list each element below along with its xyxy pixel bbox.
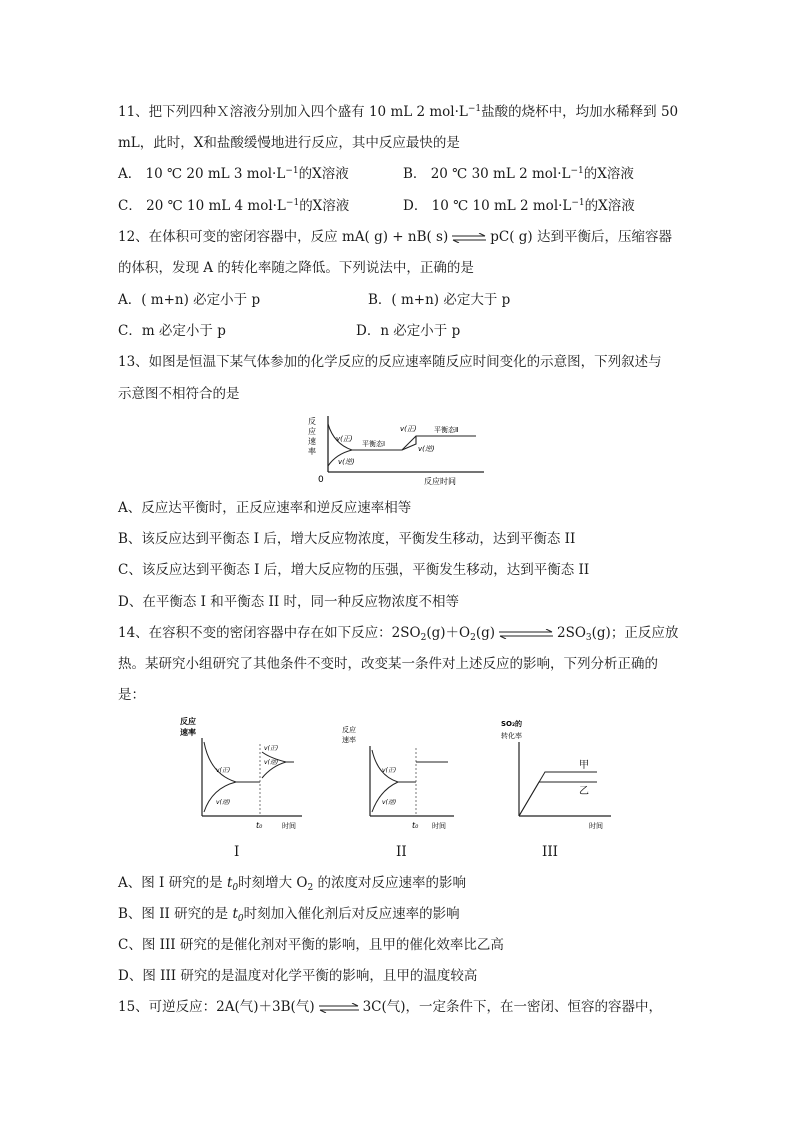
q11-stem-part: 盐酸的烧杯中，均加水稀释到 50	[481, 104, 679, 120]
q11-a-text: 的X溶液	[298, 166, 349, 182]
q12-option-c[interactable]: C．m 必定小于 p	[118, 323, 226, 339]
q14-sub: 3	[585, 633, 592, 643]
q11-b-text: 的X溶液	[583, 166, 634, 182]
q11-sup: −1	[285, 166, 299, 176]
origin-label: 0	[318, 475, 324, 485]
q11-sup: −1	[571, 198, 585, 208]
equilibrium-arrow-icon	[451, 233, 487, 243]
q14-a-t: t	[226, 875, 233, 891]
jia-label: 甲	[579, 760, 589, 771]
q11-stem-line1	[118, 103, 678, 121]
q13-option-c[interactable]: C、该反应达到平衡态 I 后，增大反应物的压强，平衡发生移动，达到平衡态 II	[118, 562, 590, 578]
q14-sub: 0	[232, 883, 239, 893]
q12-stem-part: 12、在体积可变的密闭容器中，反应 mA( g) + nB( s)	[118, 229, 449, 245]
q14-chart-2	[340, 714, 460, 832]
q14-figure-2	[340, 714, 460, 836]
forward-rate-curve	[372, 750, 416, 782]
q14-figure-3-caption: III	[542, 844, 558, 860]
q12-stem-part: pC( g) 达到平衡后，压缩容器	[490, 229, 672, 245]
y-label: SO₂的	[501, 720, 523, 728]
q14-b-text: B、图 II 研究的是	[118, 906, 233, 922]
q13-option-a[interactable]: A、反应达平衡时，正反应速率和逆反应速率相等	[118, 500, 412, 516]
yi-label: 乙	[579, 786, 589, 797]
y-label: 速率	[342, 736, 356, 744]
q14-figure-3	[495, 714, 615, 836]
q14-stem-part: (g)	[475, 625, 495, 641]
q12-option-d[interactable]: D．n 必定小于 p	[356, 323, 461, 339]
q14-figure-1-caption: I	[234, 844, 240, 860]
v-forward-label: v(正)	[336, 435, 353, 443]
reverse-rate-curve	[204, 782, 236, 812]
equilibrium-1-label: 平衡态Ⅰ	[362, 440, 386, 448]
q14-option-a[interactable]	[118, 874, 466, 892]
v-reverse-label-2: v(逆)	[418, 445, 435, 453]
y-label: 速率	[180, 728, 196, 737]
v-reverse-label-2: v(逆)	[264, 759, 279, 766]
x-axis-label: 反应时间	[424, 477, 456, 486]
q14-stem-part: (g)；正反应放	[591, 625, 679, 641]
v-forward-label-2: v(正)	[264, 745, 279, 752]
q14-b-text: 时刻加入催化剂后对反应速率的影响	[243, 906, 460, 922]
x-axis-label: 时间	[589, 822, 603, 830]
q11-option-c[interactable]	[118, 197, 349, 215]
v-reverse-label: v(逆)	[216, 799, 231, 806]
v-forward-label: v(正)	[382, 767, 397, 774]
q13-option-b[interactable]: B、该反应达到平衡态 I 后，增大反应物浓度，平衡发生移动，达到平衡态 II	[118, 531, 576, 547]
q11-c-text: C． 20 ℃ 10 mL 4 mol·L	[118, 198, 286, 214]
q14-a-text: 时刻增大 O	[238, 875, 308, 891]
q14-figure-1	[178, 714, 308, 836]
q14-option-d[interactable]: D、图 III 研究的是温度对化学平衡的影响，且甲的温度较高	[118, 968, 478, 984]
q14-chart-3	[495, 714, 615, 832]
y-label-char: 反	[308, 417, 316, 426]
q11-option-d[interactable]	[403, 197, 635, 215]
y-label: 反应	[180, 717, 196, 726]
q12-option-a[interactable]: A．( m+n) 必定小于 p	[118, 292, 261, 308]
equilibrium-arrow-icon	[318, 1003, 360, 1013]
q14-stem-line2: 热。某研究小组研究了其他条件不变时，改变某一条件对上述反应的影响，下列分析正确的	[118, 656, 658, 672]
q11-stem-part: 11、把下列四种Ｘ溶液分别加入四个盛有 10 mL 2 mol·L	[118, 104, 468, 120]
q11-option-a[interactable]	[118, 165, 349, 183]
q14-figure-2-caption: II	[396, 844, 407, 860]
q11-b-text: B． 20 ℃ 30 mL 2 mol·L	[403, 166, 571, 182]
q14-sub: 2	[470, 633, 476, 643]
q11-a-text: A． 10 ℃ 20 mL 3 mol·L	[118, 166, 286, 182]
v-forward-label-2: v(正)	[400, 425, 417, 433]
q11-sup: −1	[570, 166, 584, 176]
y-label-char: 速	[308, 437, 316, 446]
q13-rate-chart	[306, 410, 488, 488]
q14-stem-part: 2SO	[557, 625, 586, 641]
t0-label: t₀	[412, 821, 419, 830]
q14-chart-1	[178, 714, 308, 832]
q13-stem-line1: 13、如图是恒温下某气体参加的化学反应的反应速率随反应时间变化的示意图，下列叙述与	[118, 354, 662, 370]
t0-label: t₀	[256, 821, 263, 830]
q13-option-d[interactable]: D、在平衡态 I 和平衡态 II 时，同一种反应物浓度不相等	[118, 594, 459, 610]
y-label-char: 应	[308, 427, 316, 436]
y-label: 转化率	[501, 732, 522, 740]
reverse-rate-curve	[372, 782, 398, 812]
q11-option-b[interactable]	[403, 165, 634, 183]
q15-stem-part: 15、可逆反应：2A(气)＋3B(气)	[118, 999, 315, 1015]
q11-d-text: D． 10 ℃ 10 mL 2 mol·L	[403, 198, 572, 214]
q12-option-b[interactable]: B．( m+n) 必定大于 p	[368, 292, 511, 308]
v-reverse-label: v(逆)	[338, 458, 355, 466]
q15-stem-line1	[118, 998, 662, 1016]
v-reverse-label: v(逆)	[382, 799, 397, 806]
equilibrium-2-label: 平衡态Ⅱ	[434, 426, 459, 434]
q12-stem-line1	[118, 228, 672, 246]
y-label-char: 率	[308, 447, 316, 456]
q14-a-text: 的浓度对反应速率的影响	[313, 875, 467, 891]
q14-sub: 2	[420, 633, 427, 643]
q11-c-text: 的X溶液	[299, 198, 350, 214]
q14-option-b[interactable]	[118, 905, 460, 923]
q14-a-text: A、图 I 研究的是	[118, 875, 227, 891]
q15-stem-part: 3C(气)，一定条件下，在一密闭、恒容的容器中，	[362, 999, 663, 1015]
equilibrium-arrow-icon	[498, 629, 554, 639]
q14-sub: 2	[307, 883, 314, 893]
v-forward-label: v(正)	[216, 767, 231, 774]
q14-sub: 0	[237, 914, 244, 924]
q14-stem-part: (g)＋O	[426, 625, 471, 641]
q13-rate-time-figure	[306, 410, 488, 492]
q13-stem-line2: 示意图不相符合的是	[118, 386, 240, 402]
q14-b-t: t	[232, 906, 238, 922]
q12-stem-line2: 的体积，发现 A 的转化率随之降低。下列说法中，正确的是	[118, 260, 474, 276]
q11-sup: −1	[285, 198, 300, 208]
x-axis-label: 时间	[432, 822, 446, 830]
q11-sup: −1	[467, 104, 482, 114]
forward-rate-curve	[204, 742, 260, 782]
q11-d-text: 的X溶液	[584, 198, 635, 214]
q11-stem-line2: mL，此时，X和盐酸缓慢地进行反应，其中反应最快的是	[118, 135, 460, 151]
x-axis-label: 时间	[282, 822, 296, 830]
q14-stem-line1	[118, 624, 678, 642]
q14-stem-line3: 是：	[118, 687, 145, 703]
q14-stem-part: 14、在容积不变的密闭容器中存在如下反应：2SO	[118, 625, 421, 641]
q14-option-c[interactable]: C、图 III 研究的是催化剂对平衡的影响，且甲的催化效率比乙高	[118, 937, 504, 953]
y-label: 反应	[342, 726, 356, 734]
